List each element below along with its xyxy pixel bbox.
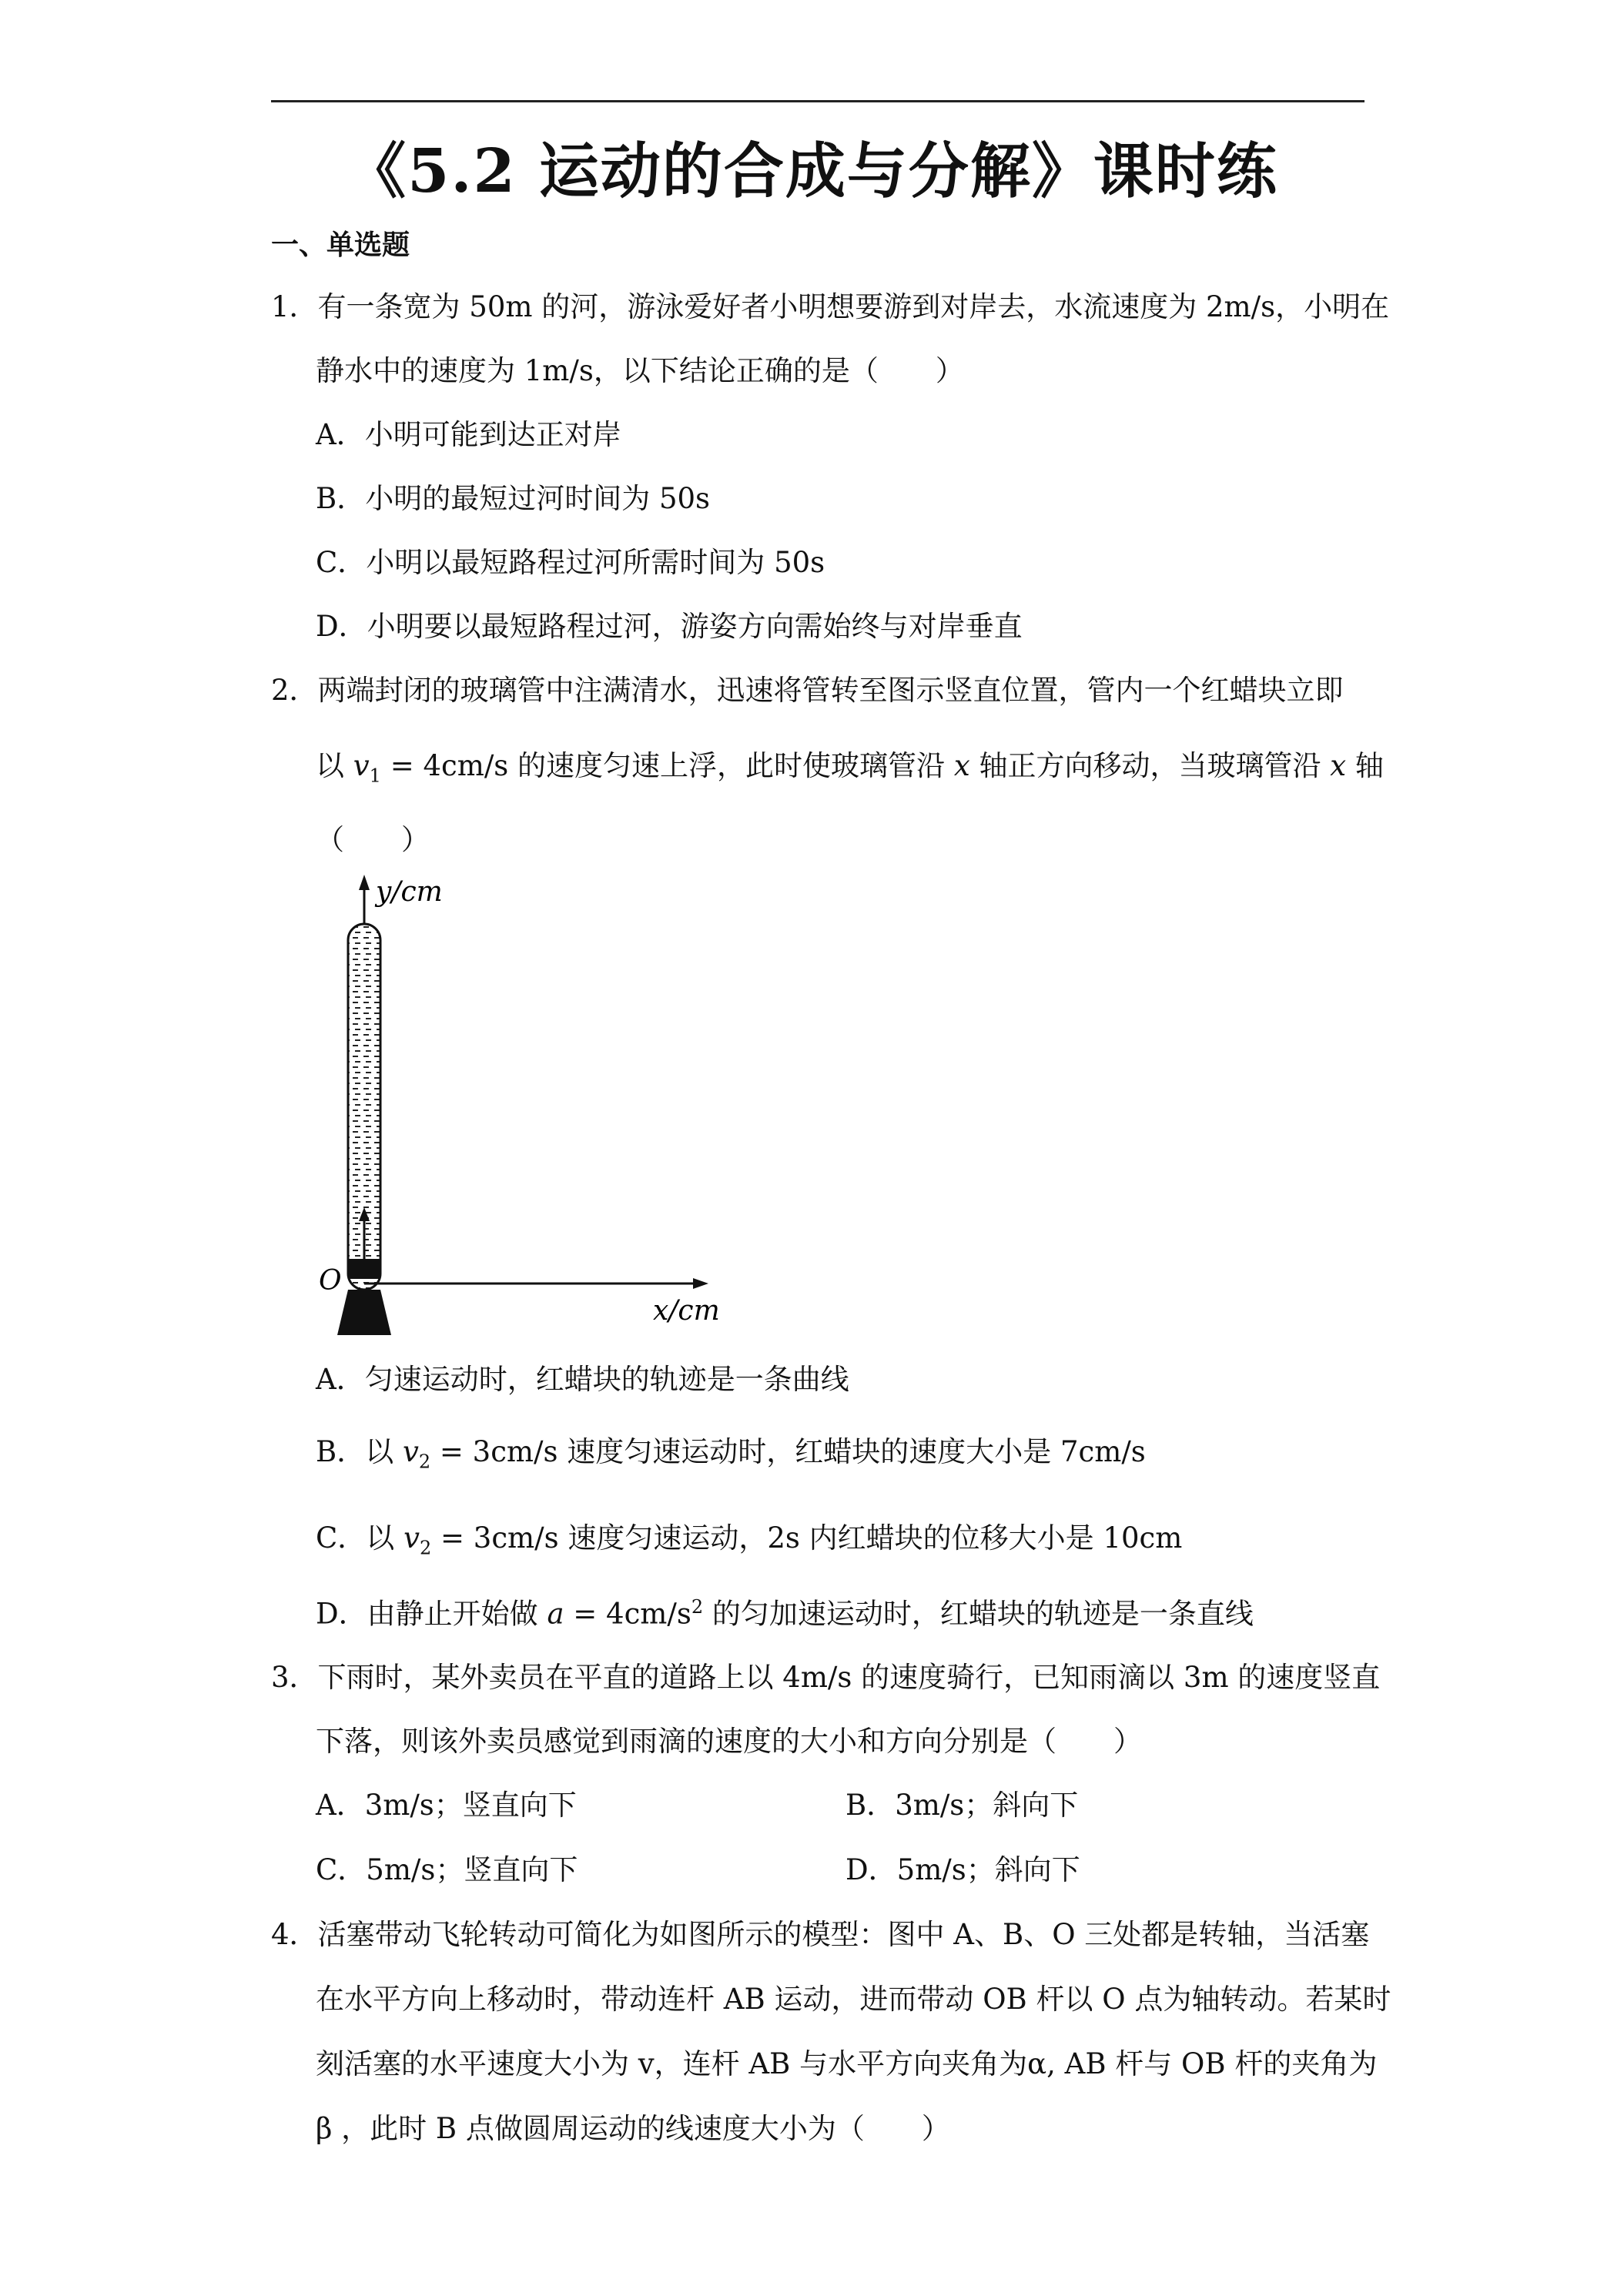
q2-stem-line1: 2．两端封闭的玻璃管中注满清水，迅速将管转至图示竖直位置，管内一个红蜡块立即 [271,674,1344,707]
q2-text: 轴正方向移动，当玻璃管沿 [969,749,1331,782]
x-axis-arrow [693,1278,708,1289]
q3-stem-line2: 下落，则该外卖员感觉到雨滴的速度的大小和方向分别是（ ） [316,1725,1142,1758]
y-axis-arrow [359,875,370,890]
q1-option-b: B．小明的最短过河时间为 50s [316,482,711,515]
q2-var-v: v [353,749,370,782]
q2-c-var: v [403,1521,420,1555]
q4-stem-line1: 4．活塞带动飞轮转动可简化为如图所示的模型：图中 A、B、O 三处都是转轴，当活塞 [271,1918,1370,1951]
q3-option-b: B．3m/s；斜向下 [845,1789,1079,1822]
q2-sub: 1 [369,765,381,787]
tube-base [337,1290,391,1335]
q2-b-sub: 2 [418,1451,431,1473]
q2-d-text: 的匀加速运动时，红蜡块的轨迹是一条直线 [703,1597,1254,1631]
q2-option-a: A．匀速运动时，红蜡块的轨迹是一条曲线 [316,1363,849,1396]
q2-d-var: a [547,1597,564,1631]
q4-stem-line2: 在水平方向上移动时，带动连杆 AB 运动，进而带动 OB 杆以 O 点为轴转动。若某时 [316,1983,1391,2016]
x-axis-label: x/cm [653,1295,720,1327]
q2-c-text: C．以 [316,1521,404,1555]
page-title: 《5.2 运动的合成与分解》课时练 [346,136,1278,206]
q3-option-a: A．3m/s；竖直向下 [316,1789,577,1822]
q4-stem-line3: 刻活塞的水平速度大小为 v，连杆 AB 与水平方向夹角为α, AB 杆与 OB 杆的夹角为 [316,2047,1378,2080]
q2-stem-line2 [316,751,1384,785]
q2-var-x: x [953,749,970,782]
q2-text: = 4cm/s 的速度匀速上浮，此时使玻璃管沿 [380,749,954,782]
origin-label: O [319,1265,342,1297]
q2-option-b [316,1435,1146,1473]
q1-stem-line1: 1．有一条宽为 50m 的河，游泳爱好者小明想要游到对岸去，水流速度为 2m/s，小明在 [271,290,1390,323]
q2-b-text: = 3cm/s 速度匀速运动时，红蜡块的速度大小是 7cm/s [430,1435,1146,1468]
q3-stem-line1: 3．下雨时，某外卖员在平直的道路上以 4m/s 的速度骑行，已知雨滴以 3m 的速度竖直 [271,1661,1381,1694]
q2-option-d [316,1596,1254,1631]
q4-stem-line4: β ，此时 B 点做圆周运动的线速度大小为（ ） [316,2112,950,2145]
q1-option-c: C．小明以最短路程过河所需时间为 50s [316,546,825,579]
q2-b-text: B．以 [316,1435,403,1468]
q1-stem-line2: 静水中的速度为 1m/s，以下结论正确的是（ ） [316,354,964,387]
q2-c-sub: 2 [419,1537,432,1559]
q2-d-sup: 2 [691,1596,704,1618]
q2-text: 以 [316,749,353,782]
q1-option-a: A．小明可能到达正对岸 [316,418,621,451]
q2-b-var: v [402,1435,419,1468]
section-heading: 一、单选题 [271,229,410,261]
q1-option-d: D．小明要以最短路程过河，游姿方向需始终与对岸垂直 [316,610,1023,643]
q3-option-d: D．5m/s；斜向下 [845,1853,1080,1886]
q2-text: 轴 [1346,749,1384,782]
q3-option-c: C．5m/s；竖直向下 [316,1853,578,1886]
q2-stem-line3: （ ） [316,823,430,856]
header-rule [271,100,1364,102]
glass-tube-figure [308,870,739,1347]
q2-var-x: x [1330,749,1347,782]
q2-c-text: = 3cm/s 速度匀速运动，2s 内红蜡块的位移大小是 10cm [431,1521,1183,1555]
y-axis-label: y/cm [376,876,443,908]
q2-d-text: D．由静止开始做 [316,1597,547,1631]
wax-block [348,1259,380,1279]
q2-option-c [316,1521,1183,1559]
q2-d-text: = 4cm/s [564,1597,691,1631]
